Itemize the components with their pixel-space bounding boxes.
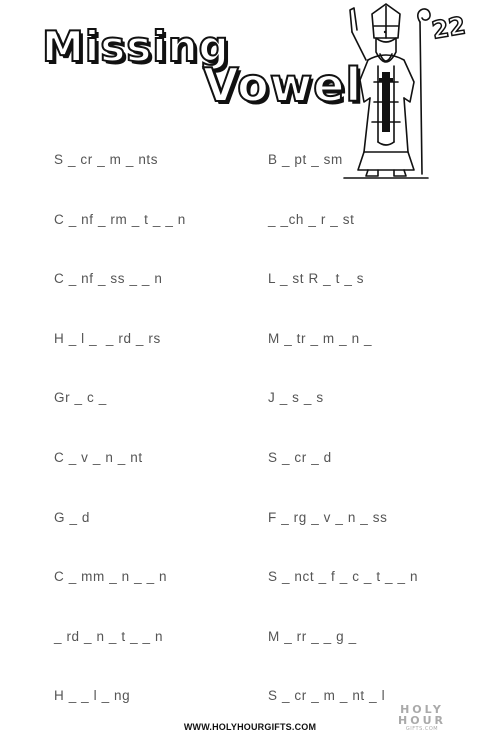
puzzle-word: S _ cr _ m _ nts [54, 152, 159, 167]
puzzle-word: F _ rg _ v _ n _ ss [268, 510, 388, 525]
logo-line-holy: HOLY [400, 703, 444, 716]
puzzle-word: S _ cr _ d [268, 450, 332, 465]
puzzle-word: _ _ch _ r _ st [268, 212, 355, 227]
puzzle-word: G _ d [54, 510, 91, 525]
logo-line-gifts: GIFTS.COM [405, 726, 439, 732]
puzzle-word: H _ l _ _ rd _ rs [54, 331, 161, 346]
puzzle-word: Gr _ c _ [54, 390, 107, 405]
puzzle-word: M _ rr _ _ g _ [268, 629, 357, 644]
puzzle-word: C _ nf _ ss _ _ n [54, 271, 163, 286]
title-missing: Missing [42, 22, 230, 71]
puzzle-word: C _ v _ n _ nt [54, 450, 143, 465]
puzzle-word: C _ mm _ n _ _ n [54, 569, 168, 584]
logo-line-hour: HOUR [398, 714, 446, 727]
puzzle-word: C _ nf _ rm _ t _ _ n [54, 212, 186, 227]
title-vowel: Vowel [203, 58, 363, 112]
puzzle-word: S _ cr _ m _ nt _ l [268, 688, 386, 703]
puzzle-word: M _ tr _ m _ n _ [268, 331, 373, 346]
puzzle-word: H _ _ l _ ng [54, 688, 131, 703]
puzzle-word: B _ pt _ sm [268, 152, 343, 167]
footer-website-url: WWW.HOLYHOURGIFTS.COM [183, 722, 317, 732]
puzzle-word: L _ st R _ t _ s [268, 271, 365, 286]
puzzle-word: J _ s _ s [268, 390, 324, 405]
puzzle-word: _ rd _ n _ t _ _ n [54, 629, 164, 644]
page-number: 22 [429, 11, 468, 45]
puzzle-word: S _ nct _ f _ c _ t _ _ n [268, 569, 419, 584]
holy-hour-gifts-logo [398, 704, 446, 732]
